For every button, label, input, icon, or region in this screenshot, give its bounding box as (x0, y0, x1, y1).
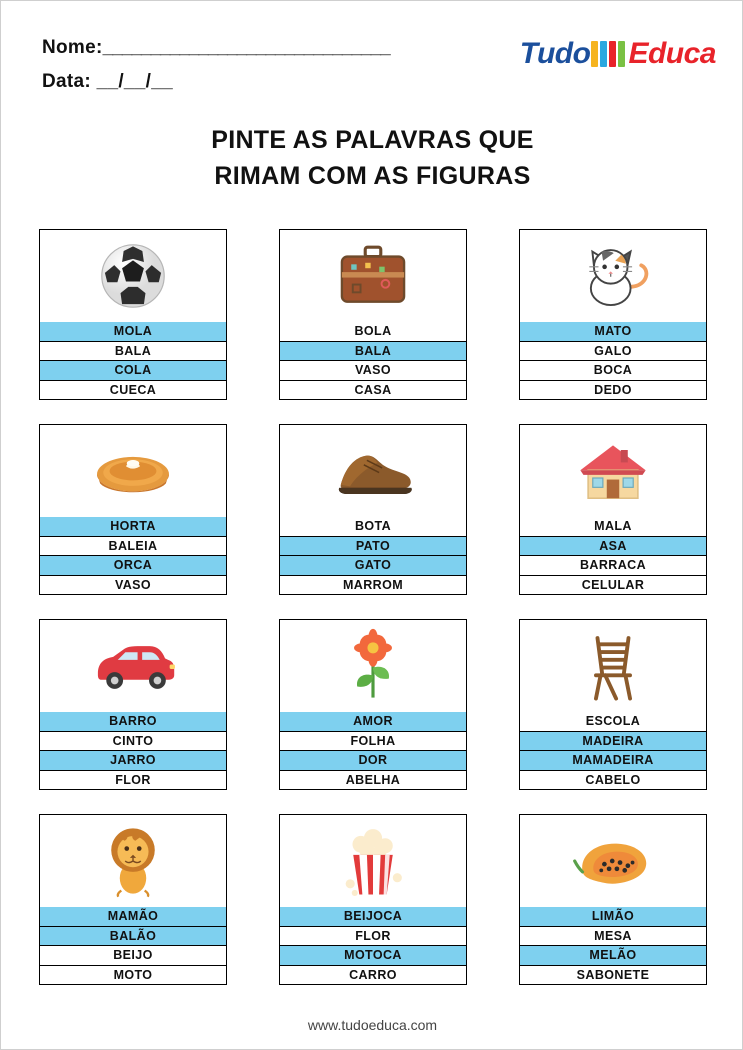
word-option[interactable]: BALEIA (39, 537, 227, 557)
word-option[interactable]: MAMÃO (39, 907, 227, 927)
word-option[interactable]: CASA (279, 381, 467, 401)
word-option[interactable]: CUECA (39, 381, 227, 401)
word-option[interactable]: BARRO (39, 712, 227, 732)
name-blank-line: ______________________________ (102, 37, 390, 58)
exercise-card (519, 619, 707, 790)
word-option[interactable]: BALA (279, 342, 467, 362)
header (1, 1, 743, 109)
logo-blocks-icon (591, 41, 627, 67)
logo-educa-rest: duca (647, 37, 716, 70)
house-icon (519, 424, 707, 517)
shoe-icon (279, 424, 467, 517)
word-option[interactable]: AMOR (279, 712, 467, 732)
name-label: Nome: (42, 37, 103, 58)
word-option[interactable]: BARRACA (519, 556, 707, 576)
word-option[interactable]: BEIJOCA (279, 907, 467, 927)
word-option[interactable]: ESCOLA (519, 712, 707, 732)
exercise-card (279, 229, 467, 400)
word-option[interactable]: MALA (519, 517, 707, 537)
car-icon (39, 619, 227, 712)
exercise-card (279, 619, 467, 790)
logo-text-tudo: Tudo (519, 37, 591, 70)
word-option[interactable]: MAMADEIRA (519, 751, 707, 771)
word-option[interactable]: BOLA (279, 322, 467, 342)
word-option[interactable]: GALO (519, 342, 707, 362)
word-option[interactable]: MELÃO (519, 946, 707, 966)
word-option[interactable]: SABONETE (519, 966, 707, 986)
exercise-card (519, 424, 707, 595)
word-option[interactable]: DOR (279, 751, 467, 771)
page-title (1, 123, 743, 194)
exercise-grid (39, 229, 707, 985)
name-field-row (42, 37, 390, 59)
word-option[interactable]: MATO (519, 322, 707, 342)
exercise-card (39, 814, 227, 985)
exercise-card (39, 424, 227, 595)
word-option[interactable]: ASA (519, 537, 707, 557)
word-option[interactable]: GATO (279, 556, 467, 576)
word-option[interactable]: MARROM (279, 576, 467, 596)
exercise-card (39, 619, 227, 790)
lion-icon (39, 814, 227, 907)
word-option[interactable]: ABELHA (279, 771, 467, 791)
exercise-card (519, 229, 707, 400)
word-option[interactable]: COLA (39, 361, 227, 381)
word-option[interactable]: CARRO (279, 966, 467, 986)
cat-icon (519, 229, 707, 322)
word-option[interactable]: MOLA (39, 322, 227, 342)
logo (520, 31, 716, 77)
word-option[interactable]: MADEIRA (519, 732, 707, 752)
soccer-ball-icon (39, 229, 227, 322)
word-option[interactable]: CINTO (39, 732, 227, 752)
word-option[interactable]: JARRO (39, 751, 227, 771)
word-option[interactable]: MOTOCA (279, 946, 467, 966)
word-option[interactable]: VASO (279, 361, 467, 381)
word-option[interactable]: MESA (519, 927, 707, 947)
papaya-icon (519, 814, 707, 907)
exercise-card (279, 424, 467, 595)
word-option[interactable]: HORTA (39, 517, 227, 537)
popcorn-icon (279, 814, 467, 907)
exercise-card (279, 814, 467, 985)
word-option[interactable]: BOTA (279, 517, 467, 537)
footer-url: www.tudoeduca.com (307, 1017, 438, 1033)
word-option[interactable]: FOLHA (279, 732, 467, 752)
word-option[interactable]: CELULAR (519, 576, 707, 596)
word-option[interactable]: BALA (39, 342, 227, 362)
suitcase-icon (279, 229, 467, 322)
logo-text-educa (628, 39, 716, 69)
chair-icon (519, 619, 707, 712)
word-option[interactable]: FLOR (39, 771, 227, 791)
word-option[interactable]: PATO (279, 537, 467, 557)
exercise-card (39, 229, 227, 400)
pie-icon (39, 424, 227, 517)
title-line-2: RIMAM COM AS FIGURAS (214, 161, 531, 190)
word-option[interactable]: BOCA (519, 361, 707, 381)
word-option[interactable]: BALÃO (39, 927, 227, 947)
word-option[interactable]: MOTO (39, 966, 227, 986)
exercise-card (519, 814, 707, 985)
date-blank-line: __/__/__ (96, 71, 173, 92)
word-option[interactable]: LIMÃO (519, 907, 707, 927)
word-option[interactable]: FLOR (279, 927, 467, 947)
date-label: Data: (42, 71, 92, 92)
flower-icon (279, 619, 467, 712)
word-option[interactable]: ORCA (39, 556, 227, 576)
logo-letter-e: E (628, 37, 648, 70)
word-option[interactable]: VASO (39, 576, 227, 596)
word-option[interactable]: BEIJO (39, 946, 227, 966)
title-line-1: PINTE AS PALAVRAS QUE (211, 126, 534, 154)
word-option[interactable]: DEDO (519, 381, 707, 401)
date-field-row (42, 71, 173, 93)
word-option[interactable]: CABELO (519, 771, 707, 791)
